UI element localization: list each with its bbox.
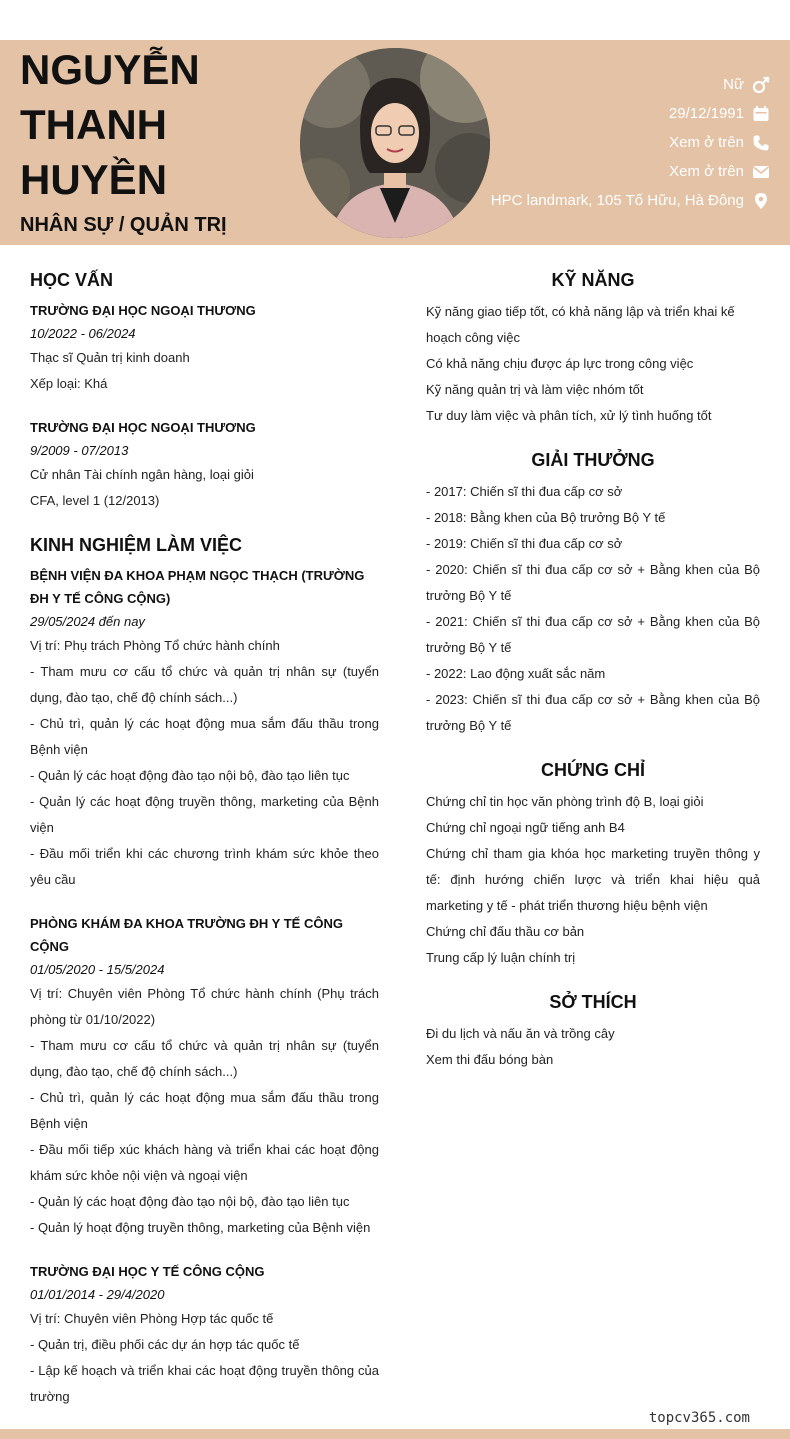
address-text: HPC landmark, 105 Tố Hữu, Hà Đông [490,192,744,209]
experience-line: - Tham mưu cơ cấu tổ chức và quản trị nhân sự (tuyển dụng, đào tạo, chế độ chính sách...) [30,664,379,705]
experience-line: Vị trí: Phụ trách Phòng Tổ chức hành chính [30,638,280,653]
certificate-line: Trung cấp lý luận chính trị [426,950,576,965]
contact-phone [440,128,770,157]
experience-line: - Quản lý các hoạt động đào tạo nội bộ, đào tạo liên tục [30,1194,350,1209]
education-item [30,416,379,514]
gender-icon [752,76,770,94]
name-line-3: HUYỀN [20,156,168,203]
calendar-icon [752,105,770,123]
skills-title: KỸ NĂNG [551,270,635,290]
skill-line: Kỹ năng quản trị và làm việc nhóm tốt [426,382,644,397]
experience-item [30,912,379,1241]
experience-item [30,564,379,893]
experience-line: Vị trí: Chuyên viên Phòng Tổ chức hành chính (Phụ trách phòng từ 01/10/2022) [30,986,379,1027]
experience-line: - Quản lý các hoạt động truyền thông, marketing của Bệnh viện [30,794,379,835]
award-line: - 2021: Chiến sĩ thi đua cấp cơ sở + Bằng khen của Bộ trưởng Bộ Y tế [426,614,760,655]
phone-text: Xem ở trên [669,134,744,151]
education-item [30,299,379,397]
experience-line: - Quản trị, điều phối các dự án hợp tác quốc tế [30,1337,300,1352]
gender-text: Nữ [723,76,744,93]
certificate-line: Chứng chỉ tin học văn phòng trình độ B, loại giỏi [426,794,704,809]
skill-line: Kỹ năng giao tiếp tốt, có khả năng lập và triển khai kế hoạch công việc [426,304,735,345]
contact-birthday [440,99,770,128]
experience-line: - Quản lý các hoạt động đào tạo nội bộ, đào tạo liên tục [30,768,350,783]
education-line: Xếp loại: Khá [30,376,108,391]
experience-line: - Chủ trì, quản lý các hoạt động mua sắm đấu thầu trong Bệnh viện [30,716,379,757]
experience-line: Vị trí: Chuyên viên Phòng Hợp tác quốc tế [30,1311,274,1326]
experience-line: - Tham mưu cơ cấu tổ chức và quản trị nhân sự (tuyển dụng, đào tạo, chế độ chính sách...) [30,1038,379,1079]
experience-line: - Đầu mối tiếp xúc khách hàng và triển khai các hoạt động khám sức khỏe nội viện và ngoại viện [30,1142,379,1183]
education-title: HỌC VẤN [30,270,114,290]
awards-title: GIẢI THƯỞNG [531,450,655,470]
education-line: Cử nhân Tài chính ngân hàng, loại giỏi [30,467,254,482]
education-date: 10/2022 - 06/2024 [30,326,136,341]
education-line: CFA, level 1 (12/2013) [30,493,160,508]
name-line-2: THANH [20,101,167,148]
job-title: NHÂN SỰ / QUẢN TRỊ [20,214,227,236]
experience-line: - Chủ trì, quản lý các hoạt động mua sắm đấu thầu trong Bệnh viện [30,1090,379,1131]
education-line: Thạc sĩ Quản trị kinh doanh [30,350,190,365]
name-line-1: NGUYỄN [20,46,200,93]
skill-line: Có khả năng chịu được áp lực trong công việc [426,356,694,371]
birthday-text: 29/12/1991 [668,105,744,122]
watermark-text: topcv365.com [648,1410,750,1426]
left-column [30,266,379,1410]
award-line: - 2023: Chiến sĩ thi đua cấp cơ sở + Bằng khen của Bộ trưởng Bộ Y tế [426,692,760,733]
experience-line: - Đầu mối triển khi các chương trình khám sức khỏe theo yêu cầu [30,846,379,887]
certificate-line: Chứng chỉ tham gia khóa học marketing truyền thông y tế: định hướng chiến lược và triển khai hiệu quả marketing y tế - phát triển thương hiệu bệnh viện [426,846,760,913]
award-line: - 2019: Chiến sĩ thi đua cấp cơ sở [426,536,623,551]
contact-list [440,70,770,215]
experience-org: TRƯỜNG ĐẠI HỌC Y TẾ CÔNG CỘNG [30,1264,265,1279]
education-org: TRƯỜNG ĐẠI HỌC NGOẠI THƯƠNG [30,303,256,318]
experience-date: 01/01/2014 - 29/4/2020 [30,1287,165,1302]
experience-line: - Quản lý hoạt động truyền thông, marketing của Bệnh viện [30,1220,371,1235]
award-line: - 2022: Lao động xuất sắc năm [426,666,606,681]
contact-gender [440,70,770,99]
certificate-line: Chứng chỉ ngoại ngữ tiếng anh B4 [426,820,625,835]
certificate-line: Chứng chỉ đấu thầu cơ bản [426,924,585,939]
right-column [426,266,760,1073]
email-text: Xem ở trên [669,163,744,180]
footer-bar [0,1429,790,1439]
candidate-name [20,42,280,207]
location-pin-icon [752,192,770,210]
hobby-line: Đi du lịch và nấu ăn và trồng cây [426,1026,615,1041]
experience-title: KINH NGHIỆM LÀM VIỆC [30,535,243,555]
education-org: TRƯỜNG ĐẠI HỌC NGOẠI THƯƠNG [30,420,256,435]
contact-address [440,186,770,215]
certificates-title: CHỨNG CHỈ [541,760,645,780]
education-date: 9/2009 - 07/2013 [30,443,129,458]
phone-icon [752,134,770,152]
skill-line: Tư duy làm việc và phân tích, xử lý tình huống tốt [426,408,712,423]
experience-line: - Lập kế hoạch và triển khai các hoạt động truyền thông của trường [30,1363,379,1404]
email-icon [752,163,770,181]
experience-item [30,1260,379,1410]
award-line: - 2018: Bằng khen của Bộ trưởng Bộ Y tế [426,510,666,525]
experience-date: 29/05/2024 đến nay [30,614,145,629]
experience-org: BỆNH VIỆN ĐA KHOA PHẠM NGỌC THẠCH (TRƯỜNG ĐH Y TẾ CÔNG CỘNG) [30,568,365,606]
award-line: - 2020: Chiến sĩ thi đua cấp cơ sở + Bằng khen của Bộ trưởng Bộ Y tế [426,562,760,603]
award-line: - 2017: Chiến sĩ thi đua cấp cơ sở [426,484,623,499]
experience-date: 01/05/2020 - 15/5/2024 [30,962,165,977]
experience-org: PHÒNG KHÁM ĐA KHOA TRƯỜNG ĐH Y TẾ CÔNG CỘNG [30,916,343,954]
hobby-line: Xem thi đấu bóng bàn [426,1052,554,1067]
hobbies-title: SỞ THÍCH [549,992,637,1012]
contact-email [440,157,770,186]
